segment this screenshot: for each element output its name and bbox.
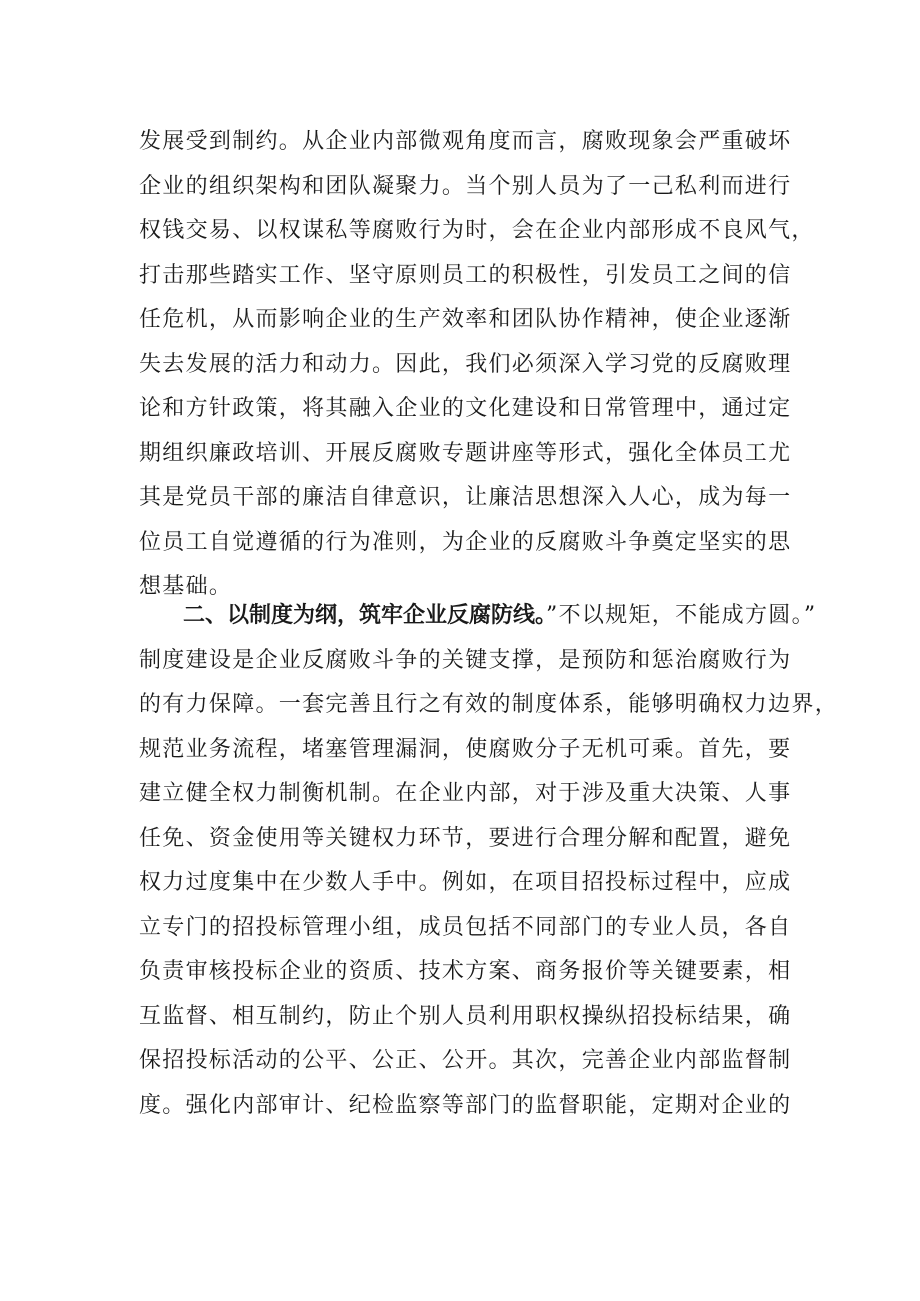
paragraph-line: 期组织廉政培训、开展反腐败专题讲座等形式，强化全体员工尤 — [139, 440, 792, 466]
paragraph-line: 建立健全权力制衡机制。在企业内部，对于涉及重大决策、人事 — [139, 781, 792, 806]
paragraph-line: 想基础。 — [139, 574, 233, 599]
paragraph-line: 位员工自觉遵循的行为准则，为企业的反腐败斗争奠定坚实的思 — [139, 529, 792, 555]
paragraph-line: 任危机，从而影响企业的生产效率和团队协作精神，使企业逐渐 — [139, 307, 792, 332]
paragraph-line: 失去发展的活力和动力。因此，我们必须深入学习党的反腐败理 — [139, 351, 792, 377]
paragraph-line: 任免、资金使用等关键权力环节，要进行合理分解和配置，避免 — [139, 825, 792, 851]
paragraph-line: 保招投标活动的公平、公正、公开。其次，完善企业内部监督制 — [139, 1048, 792, 1073]
paragraph-line: 的有力保障。一套完善且行之有效的制度体系，能够明确权力边界， — [139, 692, 839, 717]
paragraph-line: 打击那些踏实工作、坚守原则员工的积极性，引发员工之间的信 — [139, 262, 792, 288]
paragraph-line: 规范业务流程，堵塞管理漏洞，使腐败分子无机可乘。首先，要 — [139, 736, 792, 762]
quote-text: ”不以规矩，不能成方圆。” — [546, 603, 817, 628]
paragraph-line: 制度建设是企业反腐败斗争的关键支撑，是预防和惩治腐败行为 — [139, 647, 792, 673]
paragraph-line: 权钱交易、以权谋私等腐败行为时，会在企业内部形成不良风气， — [139, 218, 815, 243]
paragraph-line: 发展受到制约。从企业内部微观角度而言，腐败现象会严重破坏 — [139, 129, 792, 154]
paragraph-1 — [139, 120, 815, 610]
paragraph-first-line — [139, 594, 817, 639]
paragraph-2 — [139, 594, 839, 1128]
paragraph-line: 立专门的招投标管理小组，成员包括不同部门的专业人员，各自 — [139, 914, 792, 940]
paragraph-line: 互监督、相互制约，防止个别人员利用职权操纵招投标结果，确 — [139, 1003, 792, 1029]
section-heading: 二、以制度为纲，筑牢企业反腐防线。 — [183, 603, 547, 628]
paragraph-line: 负责审核投标企业的资质、技术方案、商务报价等关键要素，相 — [139, 959, 792, 984]
paragraph-line: 论和方针政策，将其融入企业的文化建设和日常管理中，通过定 — [139, 396, 792, 421]
paragraph-line: 其是党员干部的廉洁自律意识，让廉洁思想深入人心，成为每一 — [139, 485, 792, 510]
paragraph-line: 度。强化内部审计、纪检监察等部门的监督职能，定期对企业的 — [139, 1092, 792, 1118]
paragraph-line: 企业的组织架构和团队凝聚力。当个别人员为了一己私利而进行 — [139, 173, 792, 199]
paragraph-line: 权力过度集中在少数人手中。例如，在项目招投标过程中，应成 — [139, 870, 792, 895]
